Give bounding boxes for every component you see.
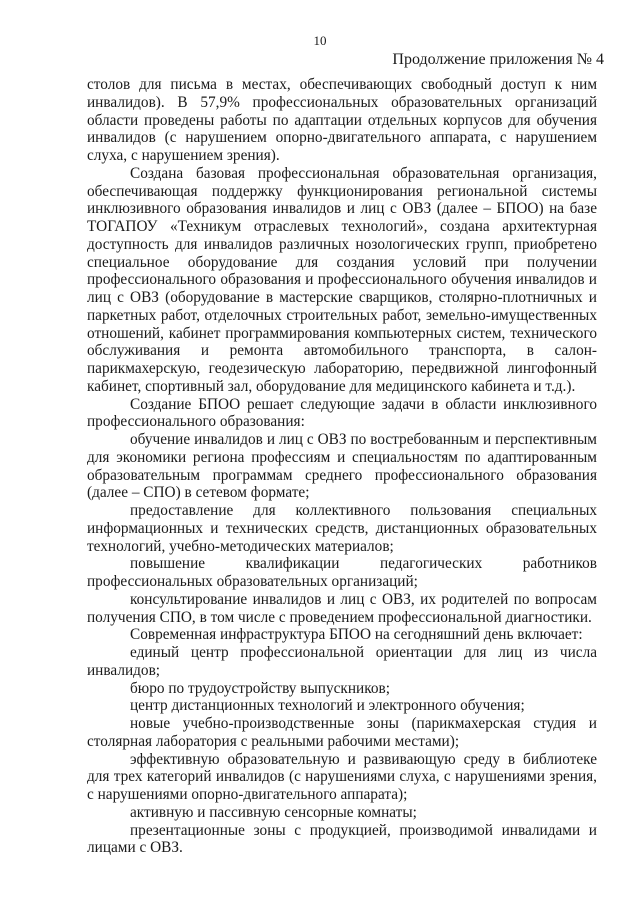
- list-item: активную и пассивную сенсорные комнаты;: [130, 803, 417, 821]
- document-body: [87, 76, 597, 857]
- list-item: консультирование инвалидов и лиц с ОВЗ, их родителей по вопросам получения СПО, в том числе с проведением профессиональной диагностики.: [87, 590, 597, 626]
- paragraph: столов для письма в местах, обеспечивающих свободный доступ к ним инвалидов). В 57,9% профессиональных образовательных организаций области проведены работы по адаптации отдельных корпусов для обучения инвалидов (с нарушением опорно-двигательного аппарата, с нарушением слуха, с нарушением зрения).: [87, 76, 597, 164]
- list-item: обучение инвалидов и лиц с ОВЗ по востребованным и перспективным для экономики региона профессиям и специальностям по адаптированным образовательным программам среднего профессионального образования (далее – СПО) в сетевом формате;: [87, 431, 597, 502]
- list-item: предоставление для коллективного пользования специальных информационных и технических средств, дистанционных образовательных технологий, учебно-методических материалов;: [87, 502, 597, 555]
- appendix-label: Продолжение приложения № 4: [392, 51, 604, 68]
- paragraph: Современная инфраструктура БПОО на сегодняшний день включает:: [130, 626, 583, 644]
- list-item: повышение квалификации педагогических работников профессиональных образовательных организаций;: [87, 555, 597, 590]
- list-item: бюро по трудоустройству выпускников;: [130, 679, 390, 697]
- paragraph: Создание БПОО решает следующие задачи в области инклюзивного профессионального образования:: [87, 395, 597, 431]
- list-item: центр дистанционных технологий и электронного обучения;: [130, 697, 525, 715]
- list-item: эффективную образовательную и развивающую среду в библиотеке для трех категорий инвалидов (с нарушениями слуха, с нарушениями зрения, с нарушениями опорно-двигательного аппарата);: [87, 750, 597, 803]
- paragraph: Создана базовая профессиональная образовательная организация, обеспечивающая поддержку функционирования региональной системы инклюзивного образования инвалидов и лиц с ОВЗ (далее – БПОО) на базе ТОГАПОУ «Техникум отраслевых технологий», создана архитектурная доступность для инвалидов различных нозологических групп, приобретено специальное оборудование для создания условий при получении профессионального образования и профессионального обучения инвалидов и лиц с ОВЗ (оборудование в мастерские сварщиков, столярно-плотничных и паркетных работ, отделочных строительных работ, земельно-имущественных отношений, кабинет программирования компьютерных систем, технического обслуживания и ремонта автомобильного транспорта, в салон-парикмахерскую, геодезическую лабораторию, передвижной лингофонный кабинет, спортивный зал, оборудование для медицинского кабинета и т.д.).: [87, 164, 597, 395]
- list-item: новые учебно-производственные зоны (парикмахерская студия и столярная лаборатория с реальными рабочими местами);: [87, 715, 597, 750]
- list-item: презентационные зоны с продукцией, производимой инвалидами и лицами с ОВЗ.: [87, 821, 597, 857]
- page-number: 10: [313, 33, 327, 48]
- list-item: единый центр профессиональной ориентации для лиц из числа инвалидов;: [87, 644, 597, 679]
